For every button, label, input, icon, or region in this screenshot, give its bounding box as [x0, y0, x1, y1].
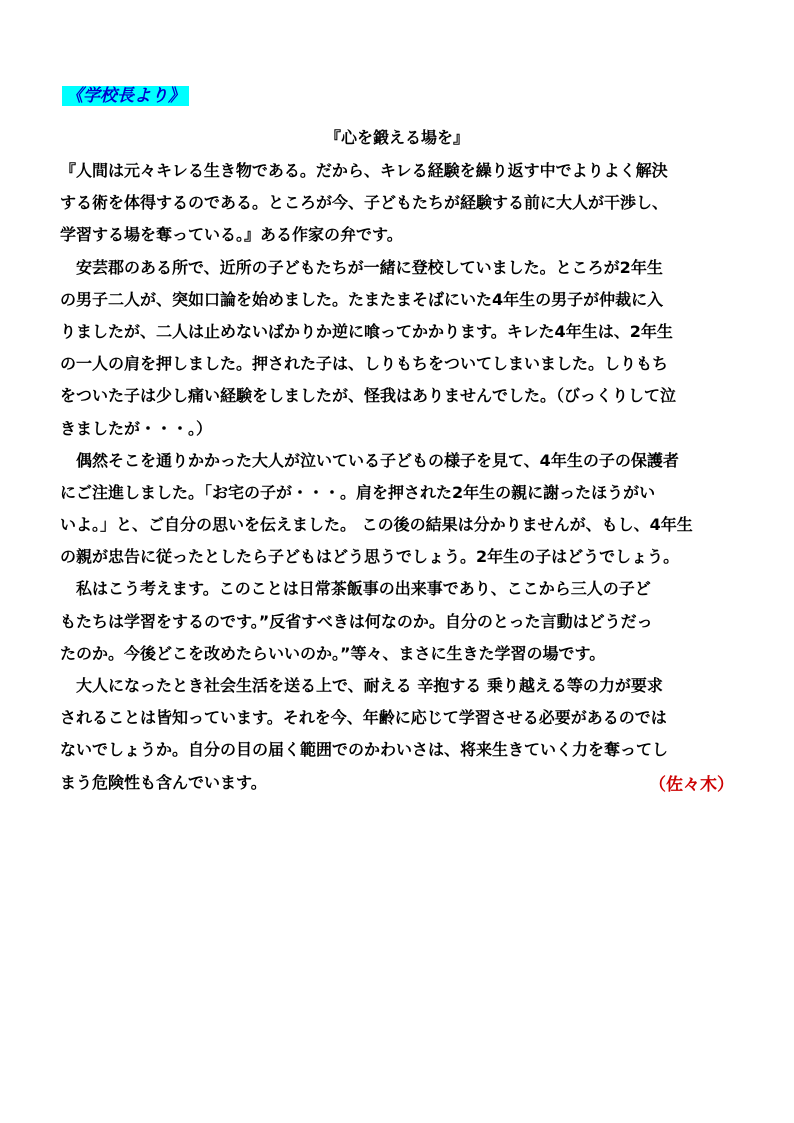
- article-line: 『人間は元々キレる生き物である。だから、キレる経験を繰り返す中でよりよく解決: [60, 161, 668, 180]
- article-line: もたちは学習をするのです。”反省すべきは何なのか。自分のとった言動はどうだっ: [60, 611, 653, 631]
- header-label: 《学校長より》: [62, 86, 189, 106]
- article-line: 学習する場を奪っている。』ある作家の弁です。: [60, 225, 403, 245]
- article-line: の男子二人が、突如口論を始めました。たまたまそばにいた4年生の男子が仲裁に入: [60, 289, 664, 309]
- article-line: まう危険性も含んでいます。: [60, 772, 267, 792]
- article-line: 私はこう考えます。このことは日常茶飯事の出来事であり、ここから三人の子ど: [60, 579, 651, 599]
- signature: （佐々木）: [649, 775, 734, 795]
- article-line: 偶然そこを通りかかった大人が泣いている子どもの様子を見て、4年生の子の保護者: [60, 450, 679, 470]
- article-line: 大人になったとき社会生活を送る上で、耐える 辛抱する 乗り越える等の力が要求: [60, 676, 663, 695]
- article-line: たのか。今後どこを改めたらいいのか。”等々、まさに生きた学習の場です。: [60, 643, 606, 663]
- article-line: の一人の肩を押しました。押された子は、しりもちをついてしまいました。しりもち: [60, 354, 669, 374]
- article-line: 安芸郡のある所で、近所の子どもたちが一緒に登校していました。ところが2年生: [60, 257, 663, 277]
- article-title: 『心を鍛える場を』: [324, 128, 469, 147]
- article-line: する術を体得するのである。ところが今、子どもたちが経験する前に大人が干渉し、: [60, 193, 669, 213]
- article-body: [60, 155, 740, 799]
- article-line: きましたが・・・。）: [60, 418, 213, 438]
- article-line: にご注進しました。「お宅の子が・・・。肩を押された2年生の親に謝ったほうがい: [60, 482, 656, 502]
- article-line: をついた子は少し痛い経験をしましたが、怪我はありませんでした。（びっくりして泣: [60, 386, 677, 406]
- article-line: ないでしょうか。自分の目の届く範囲でのかわいさは、将来生きていく力を奪ってし: [60, 740, 669, 760]
- article-line: の親が忠告に従ったとしたら子どもはどう思うでしょう。2年生の子はどうでしょう。: [60, 547, 680, 567]
- article-line: りましたが、二人は止めないばかりか逆に喰ってかかります。キレた4年生は、2年生: [60, 321, 673, 341]
- article-line: いよ。」と、ご自分の思いを伝えました。 この後の結果は分かりませんが、もし、4年生: [60, 515, 693, 535]
- article-line: されることは皆知っています。それを今、年齢に応じて学習させる必要があるのでは: [60, 708, 667, 728]
